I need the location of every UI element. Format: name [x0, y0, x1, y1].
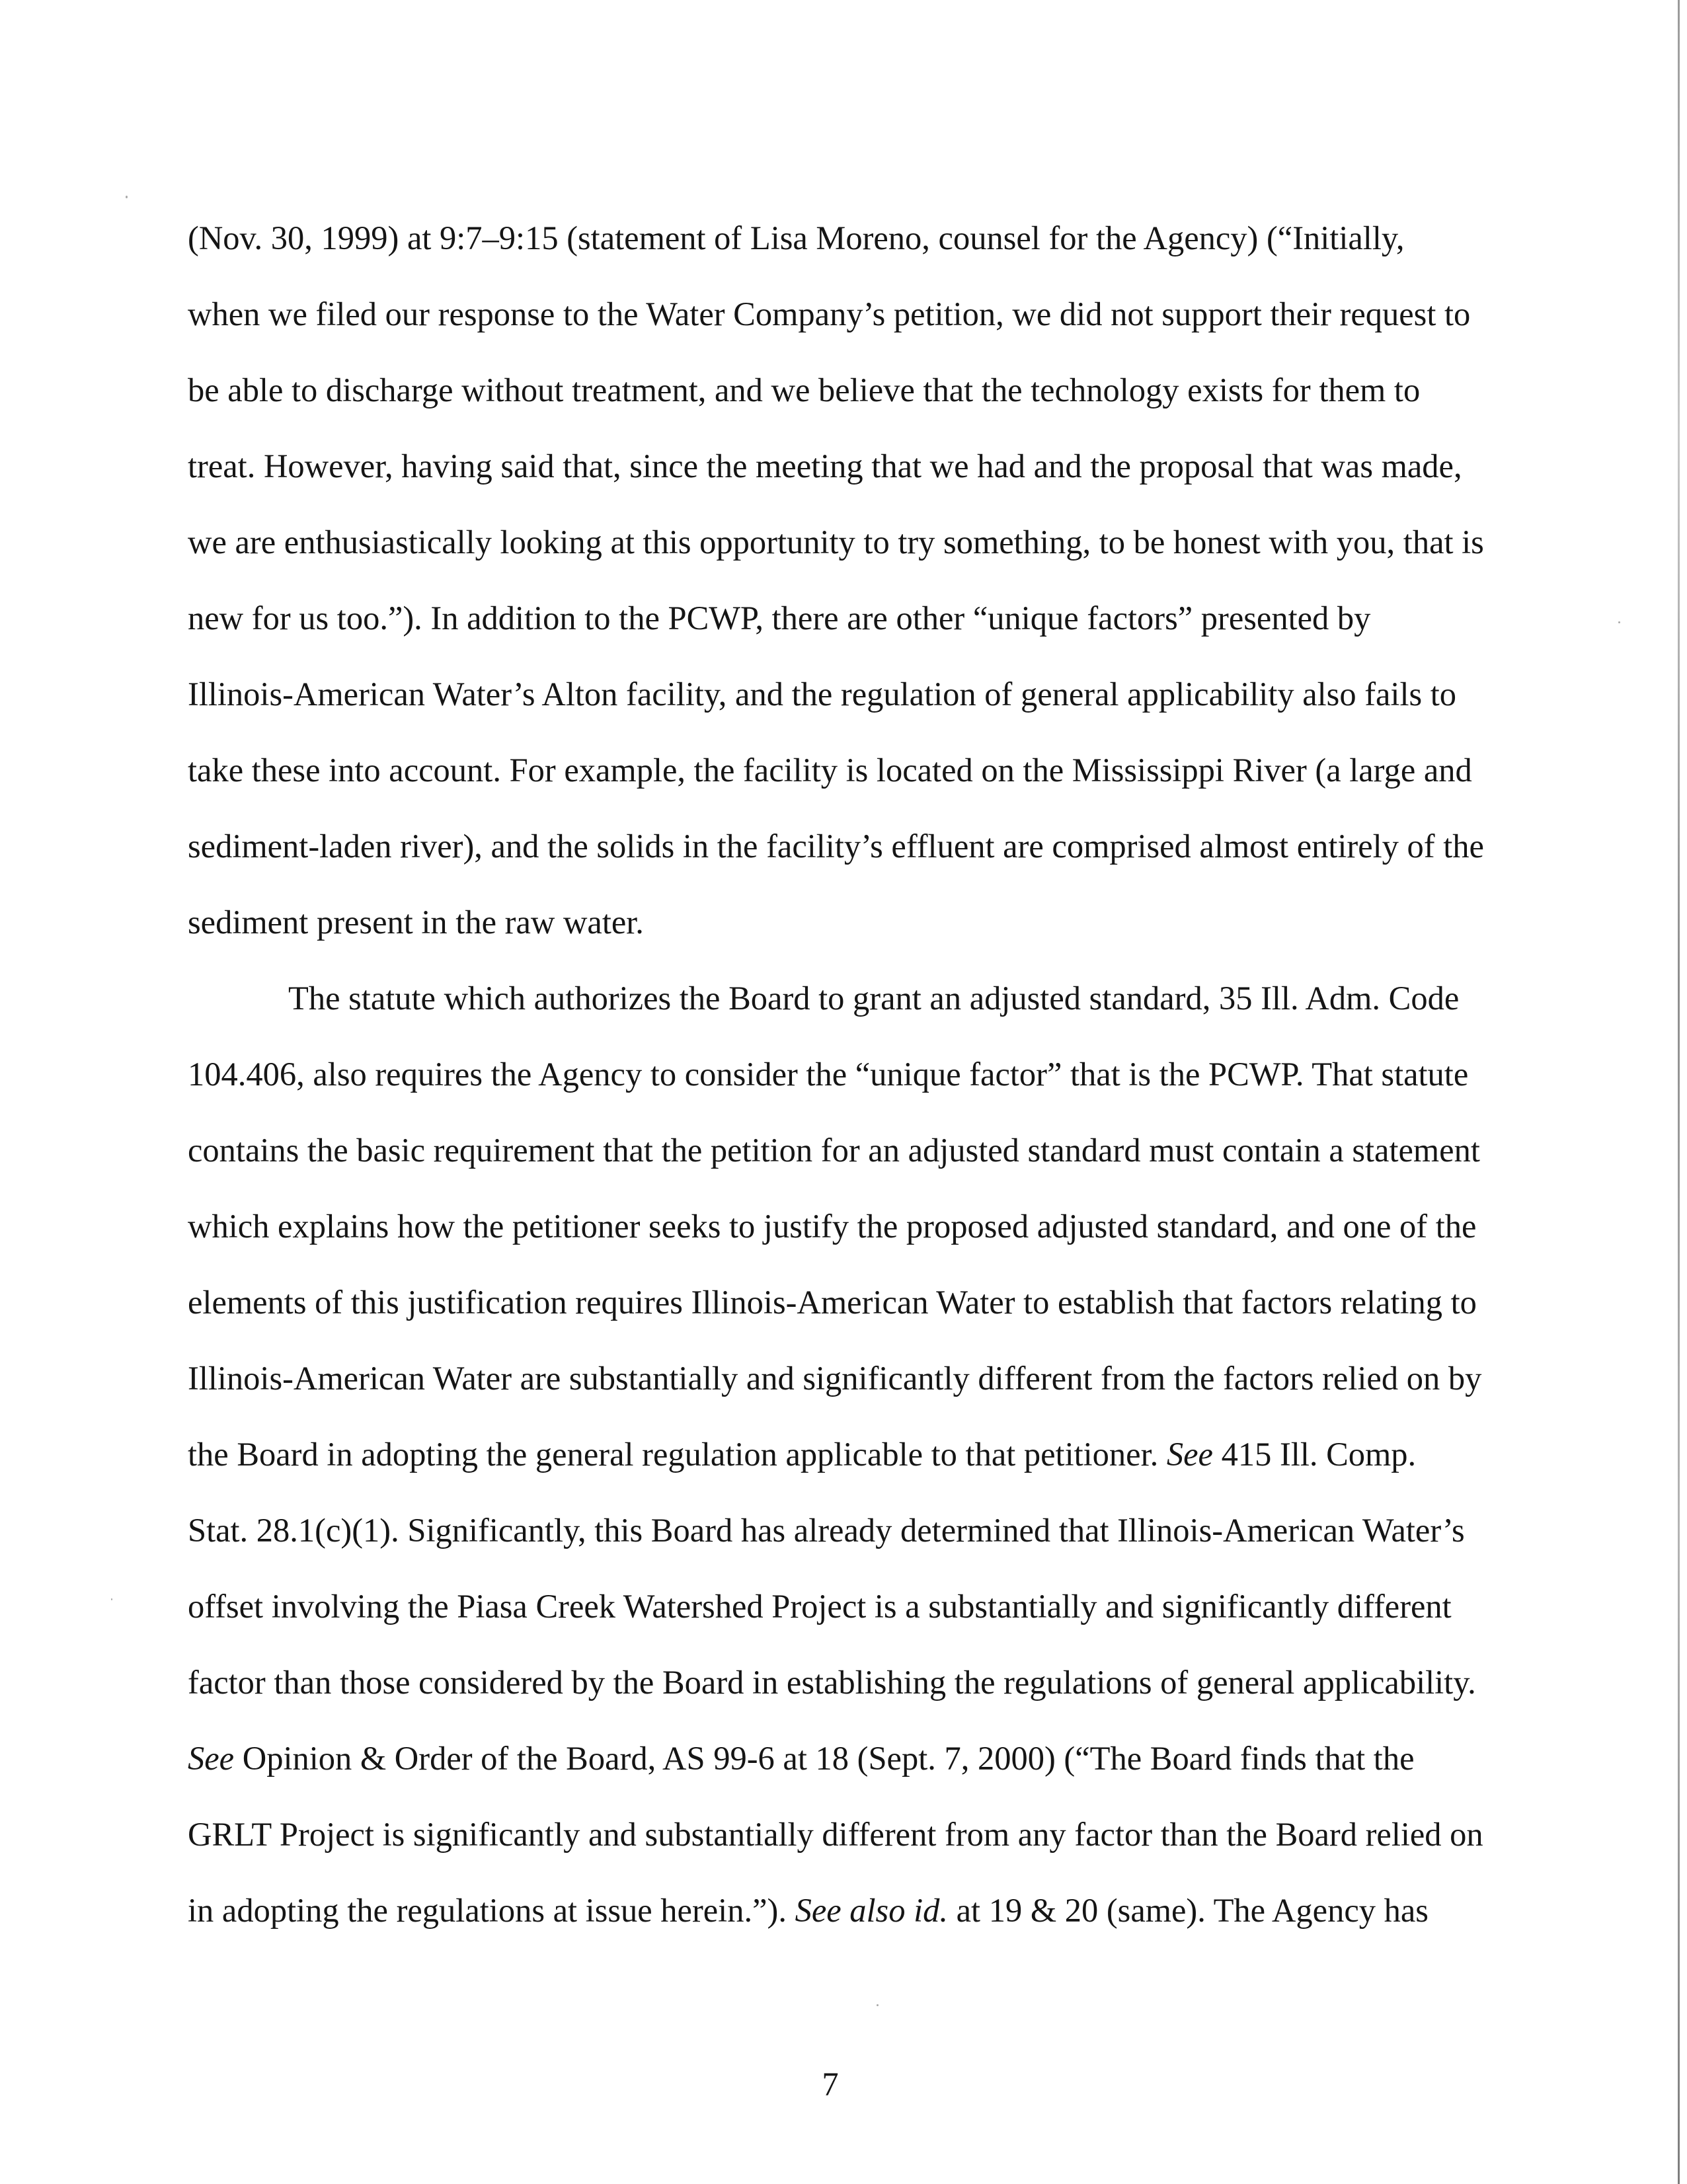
line-text: 415 Ill. Comp. — [1212, 1436, 1417, 1473]
line-text: the Board in adopting the general regulation applicable to that petitioner. — [188, 1436, 1167, 1473]
scan-speck — [111, 1598, 112, 1600]
text-line: Illinois-American Water are substantially and significantly different from the factors relied on by — [188, 1360, 1482, 1397]
text-line: sediment present in the raw water. — [188, 904, 644, 941]
scan-edge-line — [1678, 0, 1680, 2184]
text-line: be able to discharge without treatment, and we believe that the technology exists for them to — [188, 371, 1421, 409]
text-line: we are enthusiastically looking at this opportunity to try something, to be honest with you, that is — [188, 524, 1484, 561]
paragraph-first-line: The statute which authorizes the Board to grant an adjusted standard, 35 Ill. Adm. Code — [288, 980, 1460, 1017]
text-line: offset involving the Piasa Creek Watershed Project is a substantially and significantly different — [188, 1588, 1452, 1625]
citation-signal: See — [188, 1740, 235, 1777]
text-line: new for us too.”). In addition to the PCWP, there are other “unique factors” presented by — [188, 600, 1371, 637]
line-text: in adopting the regulations at issue herein.”). — [188, 1892, 795, 1929]
text-line-with-citation — [188, 1721, 1490, 1797]
text-line-with-citation — [188, 1873, 1490, 1949]
text-line: 104.406, also requires the Agency to consider the “unique factor” that is the PCWP. That statute — [188, 1056, 1469, 1093]
text-line: take these into account. For example, the facility is located on the Mississippi River (a large and — [188, 752, 1472, 789]
citation-signal: See — [1166, 1436, 1213, 1473]
scan-speck — [126, 196, 128, 198]
page-number: 7 — [822, 2066, 839, 2103]
text-line: when we filed our response to the Water Company’s petition, we did not support their request to — [188, 295, 1471, 332]
scan-speck — [877, 2004, 879, 2006]
line-text: at 19 & 20 (same). The Agency has — [948, 1892, 1429, 1929]
text-line: Illinois-American Water’s Alton facility, and the regulation of general applicability also fails to — [188, 676, 1457, 713]
text-line: which explains how the petitioner seeks to justify the proposed adjusted standard, and one of the — [188, 1208, 1477, 1245]
text-line: treat. However, having said that, since the meeting that we had and the proposal that was made, — [188, 448, 1462, 485]
line-text: Opinion & Order of the Board, AS 99-6 at 18 (Sept. 7, 2000) (“The Board finds that the — [234, 1740, 1415, 1777]
scan-speck — [1618, 621, 1620, 623]
text-line: GRLT Project is significantly and substantially different from any factor than the Board relied on — [188, 1816, 1483, 1853]
citation-signal: See also id. — [795, 1892, 948, 1929]
body-text — [188, 200, 1490, 1949]
text-line: sediment-laden river), and the solids in the facility’s effluent are comprised almost entirely of the — [188, 828, 1484, 865]
text-line: contains the basic requirement that the petition for an adjusted standard must contain a statement — [188, 1132, 1480, 1169]
text-line: Stat. 28.1(c)(1). Significantly, this Board has already determined that Illinois-American Water’s — [188, 1512, 1465, 1549]
text-line: (Nov. 30, 1999) at 9:7–9:15 (statement of Lisa Moreno, counsel for the Agency) (“Initially, — [188, 219, 1405, 256]
text-line: factor than those considered by the Board in establishing the regulations of general applicability. — [188, 1664, 1476, 1701]
text-line: elements of this justification requires Illinois-American Water to establish that factors relating to — [188, 1284, 1477, 1321]
text-line-with-citation — [188, 1417, 1490, 1493]
